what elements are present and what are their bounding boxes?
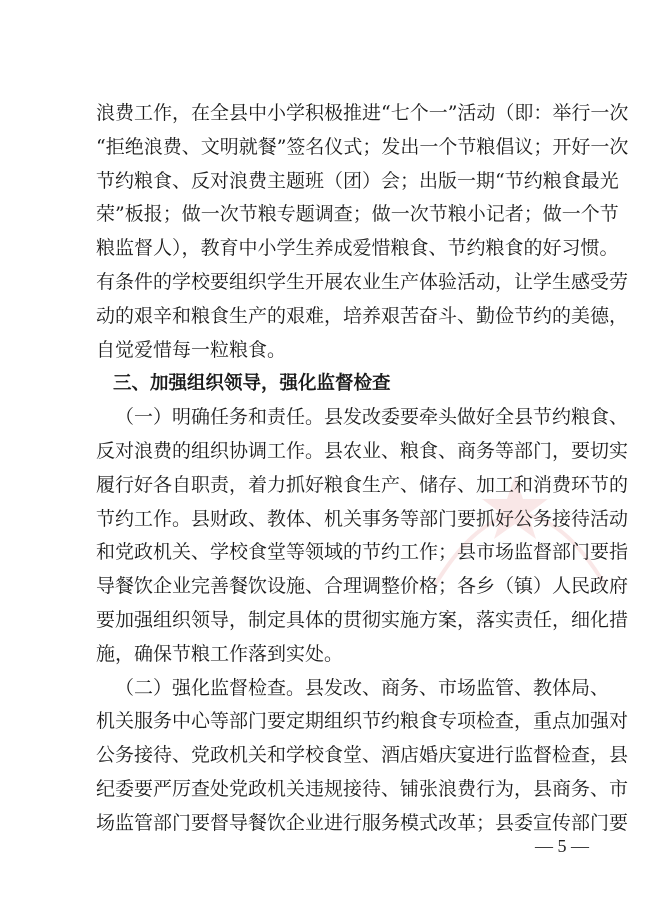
body-text: [96, 97, 629, 841]
paragraph-line: 粮监督人），教育中小学生养成爱惜粮食、节约粮食的好习惯。: [96, 237, 619, 260]
paragraph-line: “拒绝浪费、文明就餐”签名仪式；发出一个节粮倡议；开好一次: [96, 135, 629, 158]
paragraph-line: 导餐饮企业完善餐饮设施、合理调整价格；各乡（镇）人民政府: [96, 575, 629, 598]
page-number: — 5 —: [535, 836, 589, 856]
paragraph-line: 和党政机关、学校食堂等领域的节约工作；县市场监督部门要指: [96, 541, 629, 564]
paragraph-line: 动的艰辛和粮食生产的艰难，培养艰苦奋斗、勤俭节约的美德，: [96, 304, 629, 327]
paragraph-line: 荣”板报；做一次节粮专题调查；做一次节粮小记者；做一个节: [96, 203, 619, 226]
paragraph-line: 节约工作。县财政、教体、机关事务等部门要抓好公务接待活动: [96, 507, 629, 530]
paragraph-line: 自觉爱惜每一粒粮食。: [96, 338, 287, 361]
paragraph-line: 公务接待、党政机关和学校食堂、酒店婚庆宴进行监督检查，县: [96, 744, 629, 767]
paragraph-line: （一）明确任务和责任。县发改委要牵头做好全县节约粮食、: [115, 406, 629, 429]
paragraph-line: 机关服务中心等部门要定期组织节约粮食专项检查，重点加强对: [96, 710, 629, 733]
paragraph-line: 履行好各自职责，着力抓好粮食生产、储存、加工和消费环节的: [96, 473, 629, 496]
paragraph-line: 施，确保节粮工作落到实处。: [96, 642, 344, 665]
paragraph-line: 浪费工作，在全县中小学积极推进“七个一”活动（即：举行一次: [96, 102, 629, 124]
paragraph-line: 要加强组织领导，制定具体的贯彻实施方案，落实责任，细化措: [96, 608, 629, 631]
paragraph-line: 反对浪费的组织协调工作。县农业、粮食、商务等部门，要切实: [96, 439, 629, 462]
section-heading: 三、加强组织领导，强化监督检查: [113, 373, 391, 395]
paragraph-line: 纪委要严厉查处党政机关违规接待、铺张浪费行为，县商务、市: [96, 777, 629, 800]
paragraph-line: （二）强化监督检查。县发改、商务、市场监管、教体局、: [115, 676, 610, 699]
paragraph-line: 场监管部门要督导餐饮企业进行服务模式改革；县委宣传部门要: [96, 811, 629, 834]
paragraph-line: 有条件的学校要组织学生开展农业生产体验活动，让学生感受劳: [96, 270, 629, 293]
paragraph-line: 节约粮食、反对浪费主题班（团）会；出版一期“节约粮食最光: [96, 169, 619, 192]
